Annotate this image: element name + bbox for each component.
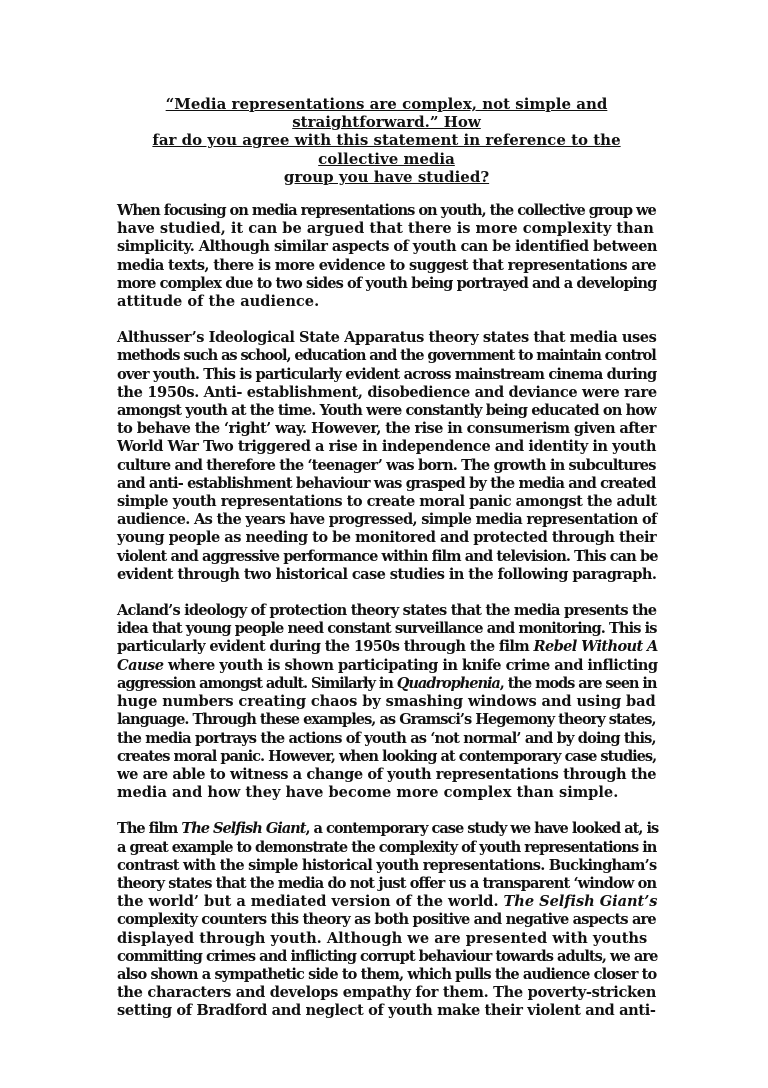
- text-line: [117, 475, 656, 493]
- text-run: the world’ but a mediated version of the world.: [117, 893, 504, 911]
- text-line: [117, 420, 656, 438]
- text-line: [117, 693, 656, 711]
- text-line: [117, 984, 656, 1002]
- text-line: [117, 238, 656, 256]
- text-run: idea that young people need constant surveillance and monitoring. This is: [117, 620, 657, 638]
- text-line: [117, 402, 656, 420]
- text-run: Althusser’s Ideological State Apparatus theory states that media uses: [117, 329, 657, 347]
- text-run: to behave the ‘right’ way. However, the rise in consumerism given after: [117, 420, 656, 438]
- text-run: simplicity. Although similar aspects of youth can be identified between: [117, 238, 657, 256]
- text-line: [117, 511, 656, 529]
- text-run: aggression amongst adult. Similarly in: [117, 674, 397, 692]
- text-run: the 1950s. Anti- establishment, disobedience and deviance were rare: [117, 383, 657, 401]
- text-line: [117, 529, 656, 547]
- text-line: [117, 493, 656, 511]
- text-run: and anti- establishment behaviour was grasped by the media and created: [117, 474, 656, 492]
- text-line: [117, 566, 656, 584]
- text-run: culture and therefore the ‘teenager’ was born. The growth in subcultures: [117, 456, 656, 474]
- text-run: have studied, it can be argued that there is more complexity than: [117, 220, 654, 238]
- text-line: [117, 711, 656, 729]
- film-title-selfish-giant: The Selfish Giant’s: [503, 893, 658, 911]
- text-line: [117, 457, 656, 475]
- essay-title: [117, 95, 656, 186]
- text-line: [117, 220, 656, 238]
- text-line: [117, 1002, 656, 1020]
- text-run: language. Through these examples, as Gramsci’s Hegemony theory states,: [117, 711, 656, 729]
- text-run: the characters and develops empathy for them. The poverty-stricken: [117, 984, 657, 1002]
- title-line: “Media representations are complex, not simple and straightforward.” How: [165, 95, 608, 132]
- text-run: simple youth representations to create moral panic amongst the adult: [117, 493, 657, 511]
- text-run: over youth. This is particularly evident across mainstream cinema during: [117, 365, 657, 383]
- text-run: violent and aggressive performance within film and television. This can be: [117, 547, 658, 565]
- text-line: [117, 257, 656, 275]
- text-line: [117, 366, 656, 384]
- text-line: [117, 748, 656, 766]
- text-run: a great example to demonstrate the complexity of youth representations in: [117, 838, 657, 856]
- text-line: [117, 857, 656, 875]
- text-line: [117, 766, 656, 784]
- text-run: amongst youth at the time. Youth were constantly being educated on how: [117, 402, 656, 420]
- text-run: the media portrays the actions of youth as ‘not normal’ and by doing this,: [117, 729, 656, 747]
- paragraph-acland: [117, 602, 656, 802]
- text-run: setting of Bradford and neglect of youth make their violent and anti-: [117, 1002, 656, 1020]
- text-run: where youth is shown participating in knife crime and inflicting: [163, 656, 658, 674]
- paragraph-selfish-giant: [117, 820, 659, 1020]
- text-line: [117, 948, 656, 966]
- text-line: [117, 202, 656, 220]
- text-run: audience. As the years have progressed, simple media representation of: [117, 511, 657, 529]
- film-title-selfish-giant: The Selfish Giant: [181, 820, 306, 838]
- text-run: theory states that the media do not just offer us a transparent ‘window on: [117, 874, 657, 892]
- text-run: , a contemporary case study we have looked at, is: [305, 820, 659, 838]
- film-title-rebel: Rebel Without A: [533, 638, 658, 656]
- paragraph-intro: [117, 202, 656, 311]
- text-run: World War Two triggered a rise in independence and identity in youth: [117, 438, 657, 456]
- text-run: media texts, there is more evidence to suggest that representations are: [117, 256, 656, 274]
- text-line: [117, 275, 656, 293]
- text-run: The film: [117, 820, 182, 838]
- text-line: [117, 438, 656, 456]
- text-run: attitude of the audience.: [117, 293, 320, 311]
- text-run: When focusing on media representations on youth, the collective group we: [117, 202, 656, 220]
- text-line: [117, 548, 656, 566]
- text-run: displayed through youth. Although we are presented with youths: [117, 929, 648, 947]
- text-run: contrast with the simple historical youth representations. Buckingham’s: [117, 856, 657, 874]
- text-line: [117, 638, 656, 656]
- text-line: [117, 620, 656, 638]
- text-run: huge numbers creating chaos by smashing windows and using bad: [117, 693, 656, 711]
- text-run: complexity counters this theory as both positive and negative aspects are: [117, 911, 656, 929]
- text-run: we are able to witness a change of youth representations through the: [117, 765, 657, 783]
- text-line: [117, 384, 656, 402]
- text-line: [117, 875, 656, 893]
- text-line: [117, 893, 656, 911]
- film-title-rebel: Cause: [117, 656, 164, 674]
- text-run: evident through two historical case studies in the following paragraph.: [117, 565, 657, 583]
- film-title-quadrophenia: Quadrophenia: [396, 674, 500, 692]
- text-run: Acland’s ideology of protection theory states that the media presents the: [117, 602, 657, 620]
- paragraph-althusser: [117, 329, 656, 584]
- text-line: [117, 930, 656, 948]
- text-run: more complex due to two sides of youth being portrayed and a developing: [117, 274, 657, 292]
- text-line: [117, 966, 656, 984]
- text-line: [117, 329, 656, 347]
- text-run: , the mods are seen in: [499, 674, 657, 692]
- text-line: [117, 347, 656, 365]
- text-line: [117, 657, 656, 675]
- text-line: [117, 839, 656, 857]
- text-run: young people as needing to be monitored and protected through their: [117, 529, 657, 547]
- text-line: [117, 784, 656, 802]
- text-run: creates moral panic. However, when looking at contemporary case studies,: [117, 747, 657, 765]
- text-run: media and how they have become more complex than simple.: [117, 784, 619, 802]
- text-line: [117, 602, 656, 620]
- text-line: [117, 820, 659, 838]
- text-run: methods such as school, education and the government to maintain control: [117, 347, 656, 365]
- text-line: [117, 911, 656, 929]
- title-line: group you have studied?: [283, 167, 490, 186]
- text-line: [117, 293, 656, 311]
- text-run: also shown a sympathetic side to them, which pulls the audience closer to: [117, 965, 657, 983]
- text-run: particularly evident during the 1950s through the film: [117, 638, 534, 656]
- text-line: [117, 675, 656, 693]
- title-line: far do you agree with this statement in reference to the collective media: [152, 131, 621, 168]
- text-run: committing crimes and inflicting corrupt behaviour towards adults, we are: [117, 947, 658, 965]
- text-line: [117, 730, 656, 748]
